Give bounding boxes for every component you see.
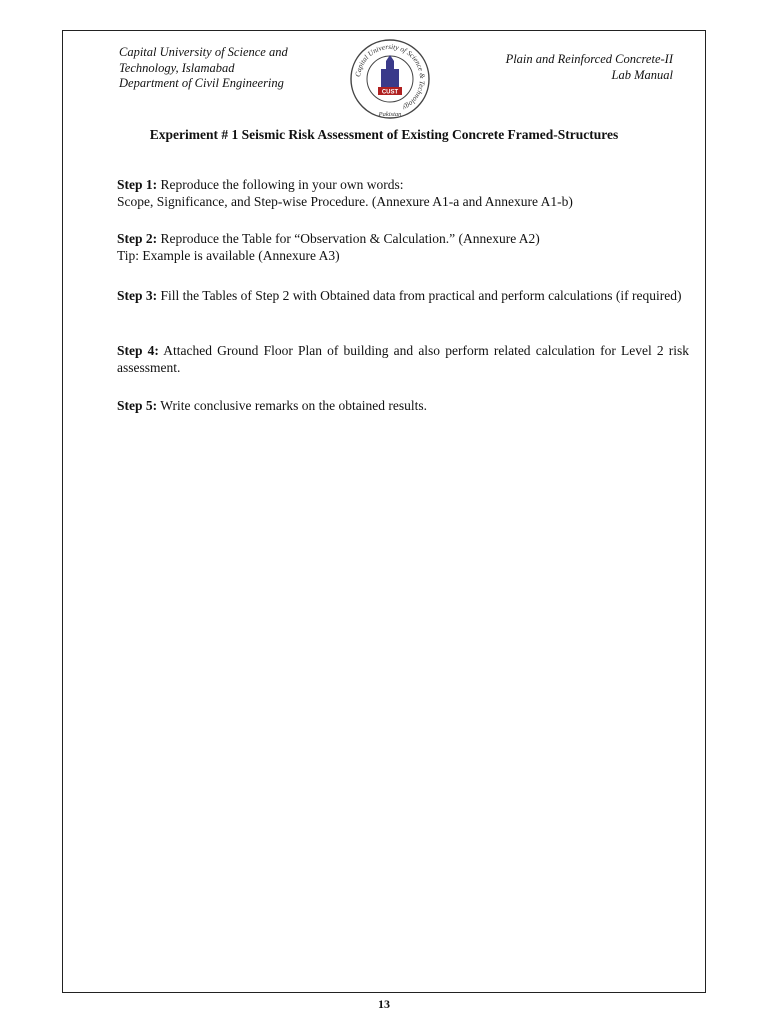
step-4-text: Attached Ground Floor Plan of building and also perform related calculation for Level 2 risk assessment. [117, 343, 689, 375]
seal-ring-text: Capital University of Science & Technology [354, 42, 427, 112]
step-2 [117, 231, 689, 264]
department-line: Department of Civil Engineering [119, 76, 284, 90]
university-seal-logo [348, 37, 432, 121]
step-2-tip: Tip: Example is available (Annexure A3) [117, 247, 340, 263]
course-block [506, 52, 673, 83]
seal-tower-icon [381, 55, 399, 87]
page-border [62, 30, 706, 993]
step-5 [117, 398, 689, 415]
step-5-label: Step 5: [117, 398, 158, 413]
seal-bottom-text: Pakistan [378, 111, 402, 118]
course-title: Plain and Reinforced Concrete-II [505, 52, 673, 66]
step-3-text: Fill the Tables of Step 2 with Obtained data from practical and perform calculations (if required) [157, 288, 682, 303]
university-line-1: Capital University of Science and [119, 45, 288, 59]
step-1 [117, 177, 689, 210]
step-5-text: Write conclusive remarks on the obtained results. [157, 398, 428, 413]
manual-label: Lab Manual [611, 67, 673, 82]
step-1-line-2: Scope, Significance, and Step-wise Procedure. (Annexure A1-a and Annexure A1-b) [117, 193, 573, 209]
page-header [63, 31, 705, 118]
experiment-title: Experiment # 1 Seismic Risk Assessment of Existing Concrete Framed-Structures [149, 127, 619, 142]
university-line-2: Technology, Islamabad [119, 60, 235, 75]
step-3 [117, 288, 689, 305]
step-3-label: Step 3: [117, 288, 158, 303]
university-block [119, 45, 288, 92]
step-2-line-1: Reproduce the Table for “Observation & Calculation.” (Annexure A2) [157, 231, 540, 246]
page-number: 13 [378, 997, 390, 1011]
step-1-line-1: Reproduce the following in your own words: [157, 177, 404, 192]
step-2-label: Step 2: [117, 231, 158, 246]
seal-banner-text: CUST [381, 89, 399, 96]
step-1-label: Step 1: [117, 177, 158, 192]
step-4 [117, 343, 689, 376]
step-4-label: Step 4: [117, 343, 159, 358]
